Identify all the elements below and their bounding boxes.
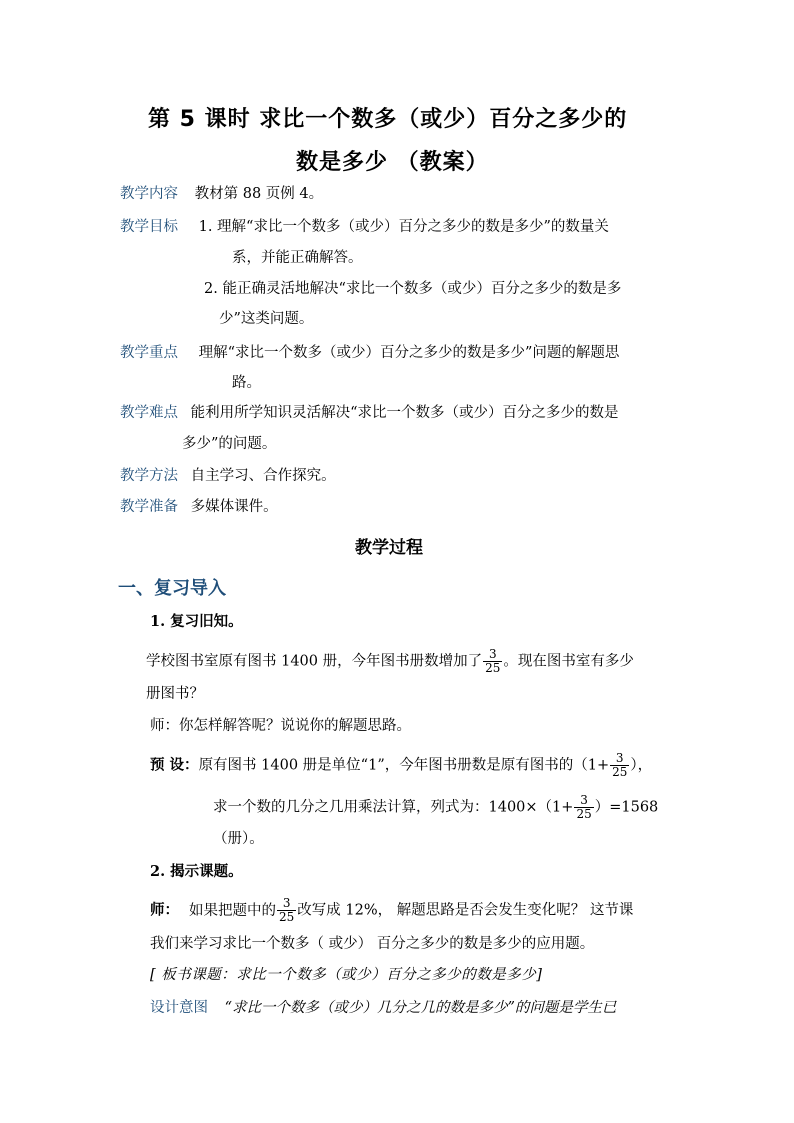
content-text: 教材第 88 页例 4。 [194,186,324,202]
process-title: 教学过程 [355,538,423,558]
goals-label: 教学目标 [120,219,178,235]
content-row [120,184,323,204]
prep-label: 教学准备 [120,499,178,515]
goal2-line2: 少”这类问题。 [219,311,314,327]
teacher2-line2: 我们来学习求比一个数多（ 或少） 百分之多少的数是多少的应用题。 [150,936,595,952]
prep-text: 多媒体课件。 [190,499,278,515]
subheading-review: 1. 复习旧知。 [150,613,243,630]
preset-line1 [150,752,652,779]
difficulty-line1: 能利用所学知识灵活解决“求比一个数多（或少）百分之多少的数是 [190,405,619,421]
teacher2-label: 师： [150,901,179,919]
method-label: 教学方法 [120,468,178,484]
fraction-numerator: 3 [488,647,497,661]
goals-row [120,217,609,237]
fraction [277,897,296,924]
design-intent-label: 设计意图 [150,1000,208,1016]
prep-row [120,497,278,517]
fraction [574,794,593,821]
preset-label: 预 设： [150,756,199,774]
goal1-line2: 系，并能正确解答。 [232,250,363,266]
section-heading: 一、复习导入 [118,578,226,599]
difficulty-row [120,403,619,423]
design-intent-row [150,998,616,1018]
goal2-line1: 2. 能正确灵活地解决“求比一个数多（或少）百分之多少的数是多 [204,281,622,297]
teacher2-text-b: 改写成 12%， 解题思路是否会发生变化呢？ 这节课 [297,902,634,919]
preset-line3: （册）。 [213,831,264,847]
goal1-line1: 1. 理解“求比一个数多（或少）百分之多少的数是多少”的数量关 [198,219,609,235]
key-row [120,343,619,363]
fraction-denominator: 25 [576,807,592,821]
method-text: 自主学习、合作探究。 [190,468,336,484]
content-label: 教学内容 [120,186,178,202]
design-intent-text: “求比一个数多（或少）几分之几的数是多少”的问题是学生已 [224,1000,617,1016]
fraction-numerator: 3 [615,751,624,765]
fraction [610,752,629,779]
problem-text-b: 。现在图书室有多少 [503,653,634,670]
fraction-denominator: 25 [485,661,501,675]
board-title: [ 板书课题：求比一个数多（或少）百分之多少的数是多少] [150,967,543,983]
method-row [120,466,336,486]
key-line1: 理解“求比一个数多（或少）百分之多少的数是多少”问题的解题思 [198,345,620,361]
fraction-numerator: 3 [580,793,588,807]
key-line2: 路。 [232,375,261,391]
fraction-denominator: 25 [279,910,295,924]
difficulty-line2: 多少”的问题。 [182,436,277,452]
fraction [483,648,502,675]
fraction-denominator: 25 [612,765,628,779]
fraction-numerator: 3 [282,896,291,910]
preset-text-b: 求一个数的几分之几用乘法计算，列式为：1400×（1+ [213,799,574,816]
problem-line1 [146,648,634,675]
problem-line2: 册图书？ [146,686,204,702]
page-title-line1: 第 5 课时 求比一个数多（或少）百分之多少的 [148,107,628,132]
preset-text-a: 原有图书 1400 册是单位“1”，今年图书册数是原有图书的（1+ [198,757,610,774]
teacher2-line1 [150,897,633,924]
preset-line2 [213,794,658,821]
problem-text-a: 学校图书室原有图书 1400 册，今年图书册数增加了 [146,653,483,670]
teacher-question: 师：你怎样解答呢？说说你的解题思路。 [150,718,411,734]
difficulty-label: 教学难点 [120,405,178,421]
page-title-line2: 数是多少 （教案） [296,150,489,175]
key-label: 教学重点 [120,345,178,361]
preset-text-a-end: ）， [630,757,653,774]
teacher2-text-a: 如果把题中的 [189,902,276,919]
subheading-topic: 2. 揭示课题。 [150,863,243,880]
preset-text-b-end: ）=1568 [594,799,659,816]
